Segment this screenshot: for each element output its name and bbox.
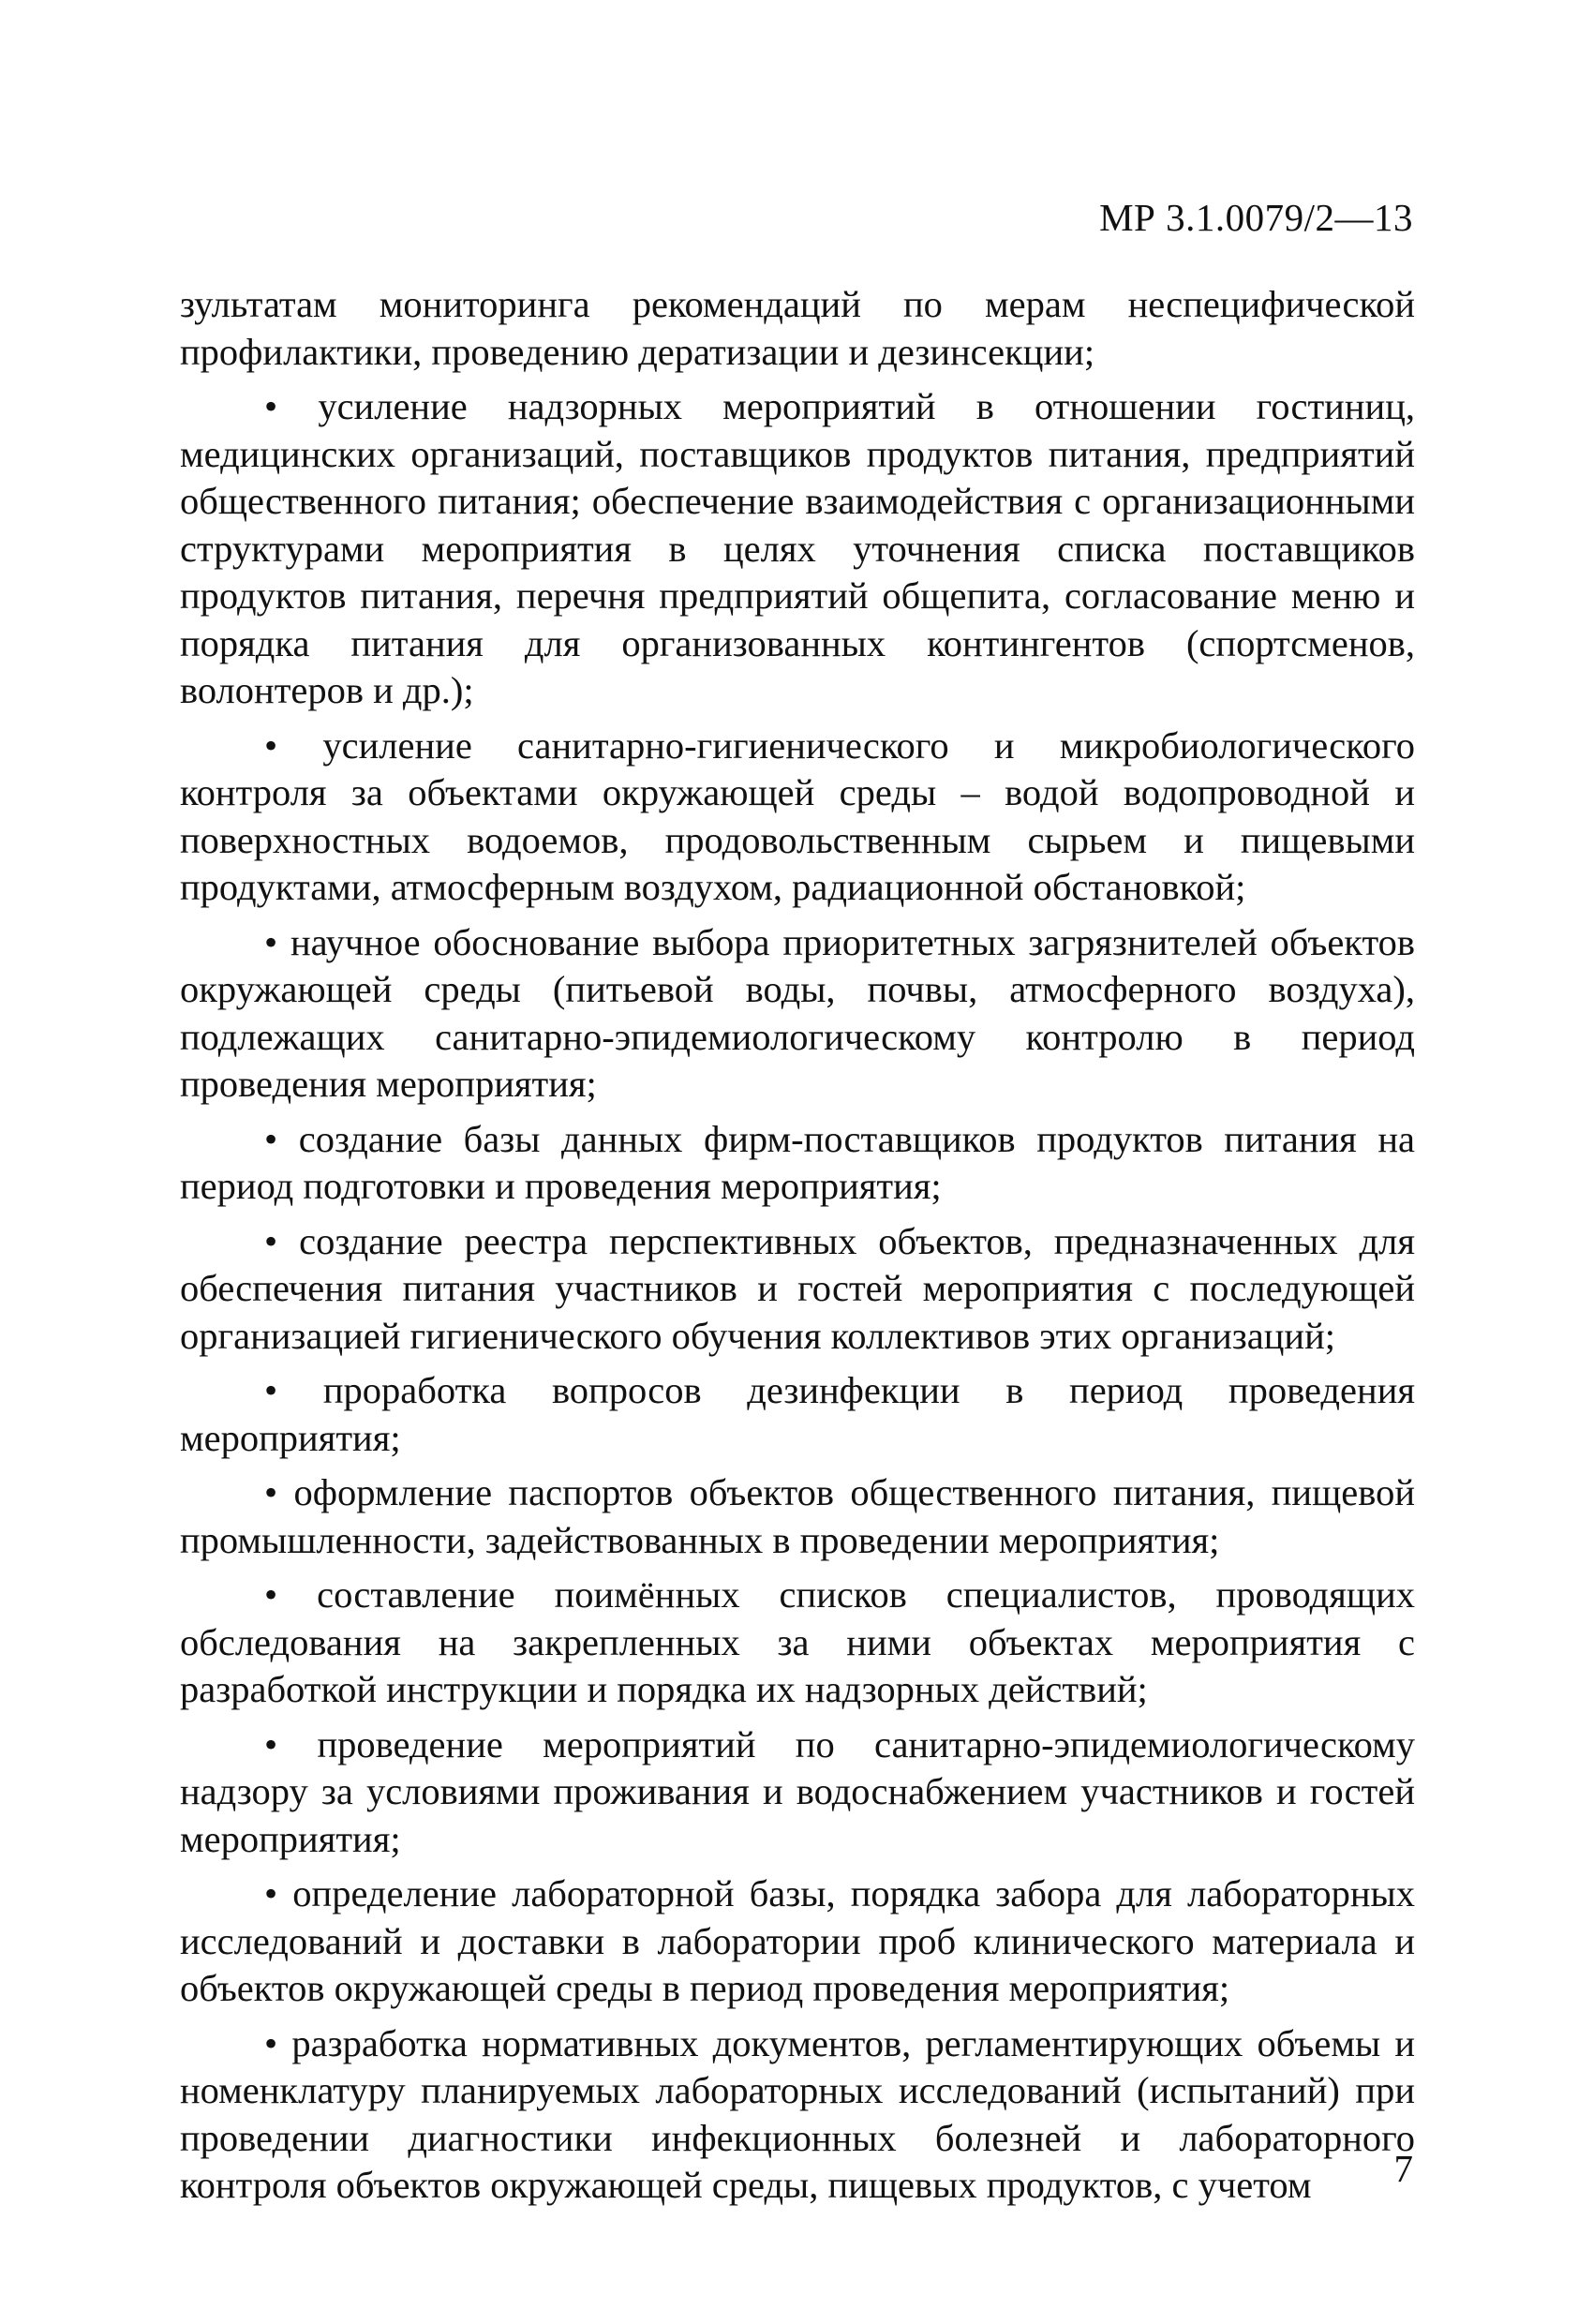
- list-item: [180, 1572, 1415, 1714]
- intro-paragraph: зультатам мониторинга рекомендаций по мерам неспецифической профилактики, проведению дератизации и дезинсекции;: [180, 283, 1415, 373]
- bullet-item-text: • проработка вопросов дезинфекции в период проведения мероприятия;: [180, 1369, 1415, 1459]
- list-item: [180, 383, 1415, 715]
- bullet-item-text: • создание базы данных фирм-поставщиков продуктов питания на период подготовки и проведения мероприятия;: [180, 1118, 1415, 1208]
- list-item: [180, 723, 1415, 912]
- list-item: [180, 919, 1415, 1109]
- body-text: [180, 281, 1415, 2217]
- list-item: [180, 1116, 1415, 1211]
- bullet-item-text: • оформление паспортов объектов общественного питания, пищевой промышленности, задействованных в проведении мероприятия;: [180, 1471, 1415, 1561]
- bullet-item-text: • усиление санитарно-гигиенического и микробиологического контроля за объектами окружающей среды – водой водопроводной и поверхностных водоемов, продовольственным сырьем и пищевыми продуктами, атмосферным воздухом, радиационной обстановкой;: [180, 724, 1415, 909]
- bullet-item-text: • разработка нормативных документов, регламентирующих объемы и номенклатуру планируемых лабораторных исследований (испытаний) при проведении диагностики инфекционных болезней и лабораторного контроля объектов окружающей среды, пищевых продуктов, с учетом: [180, 2022, 1415, 2207]
- list-item: [180, 1218, 1415, 1361]
- list-item: [180, 1367, 1415, 1462]
- list-item: [180, 2020, 1415, 2210]
- bullet-item-text: • определение лабораторной базы, порядка забора для лабораторных исследований и доставки в лаборатории проб клинического материала и объектов окружающей среды в период проведения мероприятия;: [180, 1872, 1415, 2009]
- list-item: [180, 1469, 1415, 1564]
- bullet-item-text: • научное обоснование выбора приоритетных загрязнителей объектов окружающей среды (питьевой воды, почвы, атмосферного воздуха), подлежащих санитарно-эпидемиологическому контролю в период проведения мероприятия;: [180, 921, 1415, 1106]
- page-number: 7: [1393, 2147, 1413, 2190]
- bullet-item-text: • проведение мероприятий по санитарно-эпидемиологическому надзору за условиями проживания и водоснабжением участников и гостей мероприятия;: [180, 1723, 1415, 1860]
- list-item: [180, 1870, 1415, 2013]
- list-item: [180, 1721, 1415, 1864]
- bullet-item-text: • составление поимённых списков специалистов, проводящих обследования на закрепленных за ними объектах мероприятия с разработкой инструкции и порядка их надзорных действий;: [180, 1573, 1415, 1710]
- bullet-item-text: • усиление надзорных мероприятий в отношении гостиниц, медицинских организаций, поставщиков продуктов питания, предприятий общественного питания; обеспечение взаимодействия с организационными структурами мероприятия в целях уточнения списка поставщиков продуктов питания, перечня предприятий общепита, согласование меню и порядка питания для организованных контингентов (спортсменов, волонтеров и др.);: [180, 385, 1415, 711]
- document-code: МР 3.1.0079/2—13: [1099, 196, 1413, 239]
- bullet-item-text: • создание реестра перспективных объектов, предназначенных для обеспечения питания участников и гостей мероприятия с последующей организацией гигиенического обучения коллективов этих организаций;: [180, 1220, 1415, 1357]
